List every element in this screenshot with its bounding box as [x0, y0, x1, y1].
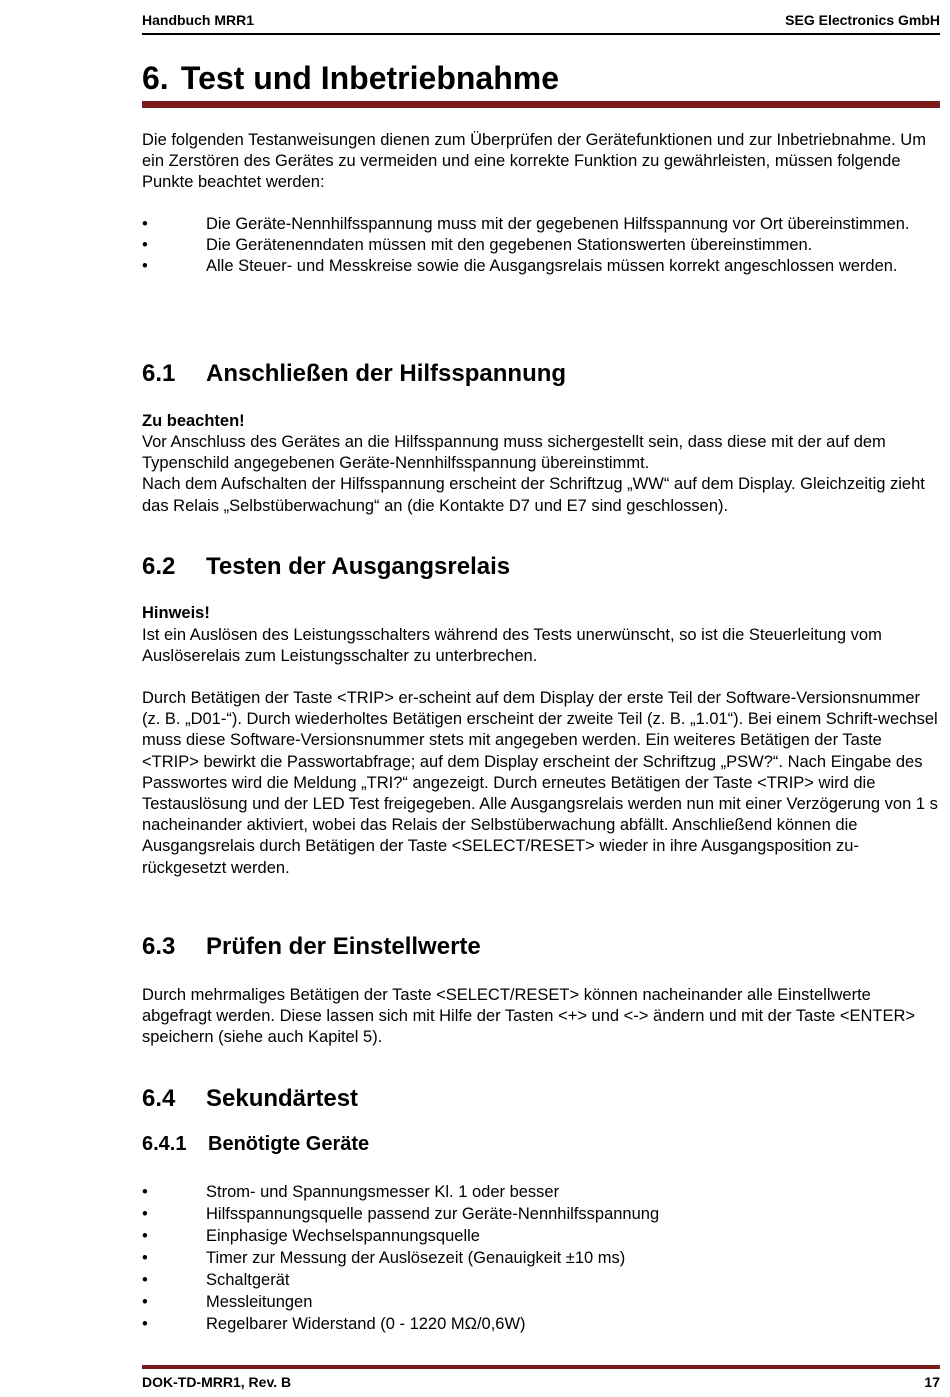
section-6-3-heading: 6.3 Prüfen der Einstellwerte	[142, 933, 481, 960]
list-item: • Hilfsspannungsquelle passend zur Geräte-Nennhilfsspannung	[142, 1205, 660, 1223]
chapter-heading	[142, 60, 559, 97]
list-item: • Messleitungen	[142, 1293, 313, 1311]
chapter-intro: Die folgenden Testanweisungen dienen zum Überprüfen der Gerätefunktionen und zur Inbetriebnahme. Um ein Zerstören des Gerätes zu vermeiden und eine korrekte Funktion zu gewährleisten, müssen folgende Punkte beachtet werden:	[142, 131, 926, 192]
chapter-title: Test und Inbetriebnahme	[180, 60, 559, 96]
section-6-4-heading: 6.4 Sekundärtest	[142, 1085, 359, 1112]
header-manual-title: Handbuch MRR1	[142, 12, 254, 28]
list-item: • Timer zur Messung der Auslösezeit (Genauigkeit ±10 ms)	[142, 1249, 626, 1267]
section-6-2-note-label: Hinweis!	[142, 604, 210, 622]
section-6-1-note-label: Zu beachten!	[142, 412, 245, 430]
chapter-divider	[142, 101, 940, 108]
footer-page-number: 17	[924, 1374, 940, 1390]
chapter-number: 6.	[142, 60, 169, 96]
bullet-icon: •	[142, 257, 148, 276]
header-company: SEG Electronics GmbH	[785, 12, 940, 28]
bullet-icon: •	[142, 1205, 148, 1223]
list-item: • Alle Steuer- und Messkreise sowie die Ausgangsrelais müssen korrekt angeschlossen werden.	[142, 256, 940, 277]
section-6-1-text: Vor Anschluss des Gerätes an die Hilfsspannung muss sichergestellt sein, dass diese mit der auf dem Typenschild angegebenen Geräte-Nennhilfsspannung übereinstimmt. Nach dem Aufschalten der Hilfsspannung erscheint der Schriftzug „WW“ auf dem Display. Gleichzeitig zieht das Relais „Selbstüberwachung“ an (die Kontakte D7 und E7 sind geschlossen).	[142, 433, 925, 515]
list-item: • Die Gerätenenndaten müssen mit den gegebenen Stationswerten übereinstimmen.	[142, 235, 940, 256]
section-6-2-note-text: Ist ein Auslösen des Leistungsschalters während des Tests unerwünscht, so ist die Steuerleitung vom Auslöserelais zum Leistungsschalter zu unterbrechen.	[142, 626, 882, 666]
section-6-3-text: Durch mehrmaliges Betätigen der Taste <SELECT/RESET> können nacheinander alle Einstellwerte abgefragt werden. Diese lassen sich mit Hilfe der Tasten <+> und <-> ändern und mit der Taste <ENTER> speichern (siehe auch Kapitel 5).	[142, 986, 916, 1047]
list-item: • Schaltgerät	[142, 1271, 290, 1289]
header-divider	[142, 33, 940, 35]
list-item: • Einphasige Wechselspannungsquelle	[142, 1227, 480, 1245]
list-item: • Regelbarer Widerstand (0 - 1220 MΩ/0,6W)	[142, 1315, 526, 1333]
bullet-icon: •	[142, 215, 148, 233]
bullet-icon: •	[142, 1227, 148, 1245]
required-equipment-list	[142, 1181, 940, 1335]
page-header	[142, 12, 940, 32]
bullet-icon: •	[142, 1293, 148, 1311]
bullet-icon: •	[142, 236, 148, 255]
list-item: • Die Geräte-Nennhilfsspannung muss mit der gegebenen Hilfsspannung vor Ort übereinstimmen.	[142, 214, 940, 235]
section-6-1-heading: 6.1 Anschließen der Hilfsspannung	[142, 360, 567, 387]
section-6-2-heading: 6.2 Testen der Ausgangsrelais	[142, 553, 511, 580]
chapter-bullet-list	[142, 214, 940, 278]
bullet-icon: •	[142, 1315, 148, 1333]
footer-divider	[142, 1365, 940, 1369]
section-6-2-text: Durch Betätigen der Taste <TRIP> er-scheint auf dem Display der erste Teil der Software-Versionsnummer (z. B. „D01-“). Durch wiederholtes Betätigen erscheint der zweite Teil (z. B. „1.01“). Bei einem Schrift-wechsel muss diese Software-Versionsnummer stets mit angegeben werden. Ein weiteres Betätigen der Taste <TRIP> bewirkt die Passwortabfrage; auf dem Display erscheint der Schriftzug „PSW?“. Nach Eingabe des Passwortes wird die Meldung „TRI?“ angezeigt. Durch erneutes Betätigen der Taste <TRIP> wird die Testauslösung und der LED Test freigegeben. Alle Ausgangsrelais werden nun mit einer Verzögerung von 1 s nacheinander aktiviert, wobei das Relais der Selbstüberwachung abfällt. Anschließend können die Ausgangsrelais durch Betätigen der Taste <SELECT/RESET> wieder in ihre Ausgangsposition zu-rückgesetzt werden.	[142, 689, 938, 877]
footer-document-id: DOK-TD-MRR1, Rev. B	[142, 1374, 292, 1390]
bullet-icon: •	[142, 1271, 148, 1289]
section-6-4-1-heading: 6.4.1 Benötigte Geräte	[142, 1133, 370, 1155]
bullet-icon: •	[142, 1183, 148, 1201]
bullet-icon: •	[142, 1249, 148, 1267]
list-item: • Strom- und Spannungsmesser Kl. 1 oder besser	[142, 1183, 560, 1201]
